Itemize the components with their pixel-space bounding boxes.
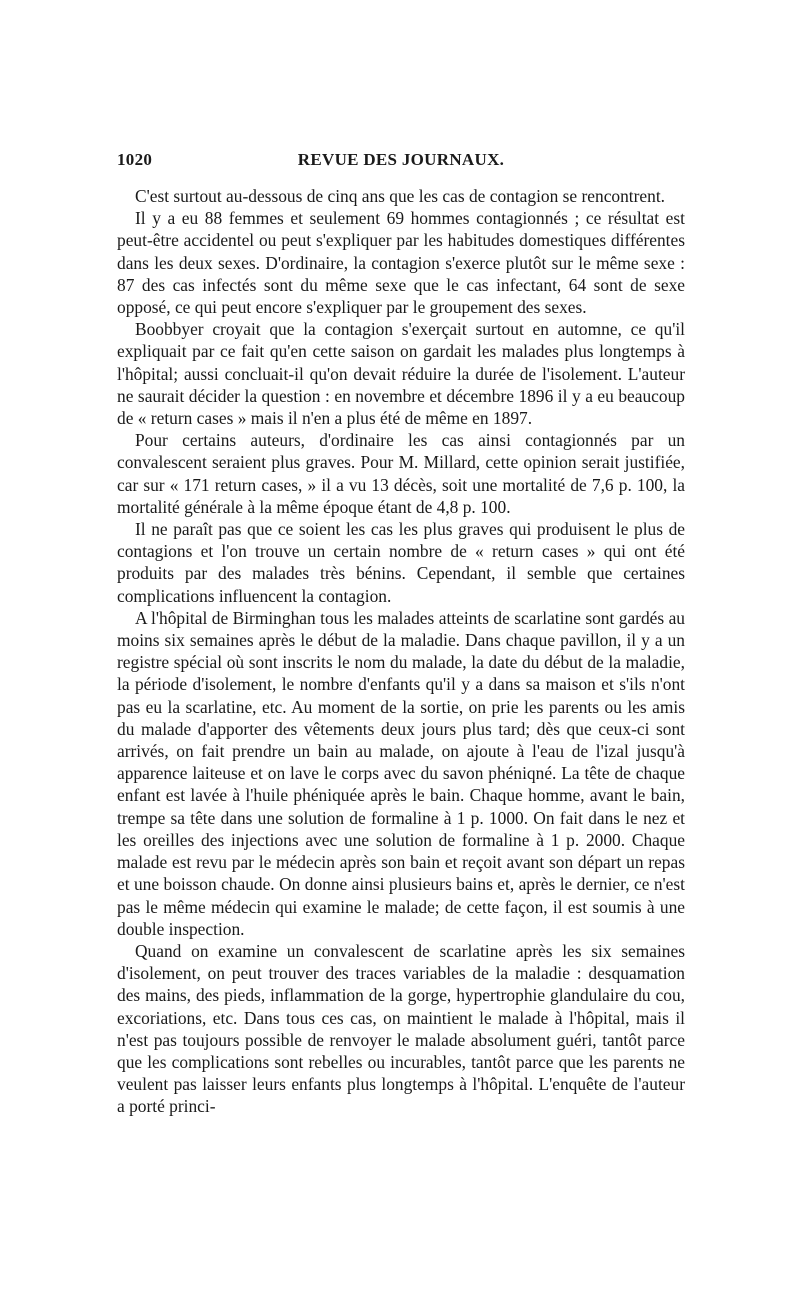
paragraph-complications: Il ne paraît pas que ce soient les cas les plus graves qui produisent le plus de contagions et l'on trouve un certain nombre de « return cases » qui ont été produits par des malades très bénins. Cependant, il semble que certaines complications influencent la contagion. [117, 519, 685, 606]
running-head [117, 150, 685, 176]
paragraph-convalescent-exam: Quand on examine un convalescent de scarlatine après les six semaines d'isolement, on peut trouver des traces variables de la maladie : desquamation des mains, des pieds, inflammation de la gorge, hypertrophie glandulaire du cou, excoriations, etc. Dans tous ces cas, on maintient le malade à l'hôpital, mais il n'est pas toujours possible de renvoyer le malade absolument guéri, tantôt parce que les complications sont rebelles ou incurables, tantôt parce que les parents ne veulent pas laisser leurs enfants plus longtemps à l'hôpital. L'enquête de l'auteur a porté princi- [117, 940, 685, 1117]
paragraph-sex-distribution: Il y a eu 88 femmes et seulement 69 hommes contagionnés ; ce résultat est peut-être accidentel ou peut s'expliquer par les habitudes domestiques différentes dans les deux sexes. D'ordinaire, la contagion s'exerce plutôt sur le même sexe : 87 des cas infectés sont du même sexe que le cas infectant, 64 sont de sexe opposé, ce qui peut encore s'expliquer par le groupement des sexes. [117, 208, 685, 318]
body-text [117, 185, 685, 1118]
paragraph-birmingham-hospital: A l'hôpital de Birminghan tous les malades atteints de scarlatine sont gardés au moins six semaines après le début de la maladie. Dans chaque pavillon, il y a un registre spécial où sont inscrits le nom du malade, la date du début de la maladie, la période d'isolement, le nombre d'enfants qu'il y a dans sa maison et s'ils n'ont pas eu la scarlatine, etc. Au moment de la sortie, on prie les parents ou les amis du malade d'apporter des vêtements deux jours plus tard; dès que ceux-ci sont arrivés, on fait prendre un bain au malade, on ajoute à l'eau de l'izal jusqu'à apparence laiteuse et on lave le corps avec du savon phéniqné. La tête de chaque enfant est lavée à l'huile phéniquée après le bain. Chaque homme, avant le bain, trempe sa tête dans une solution de formaline à 1 p. 1000. On fait dans le nez et les oreilles des injections avec une solution de formaline à 1 p. 2000. Chaque malade est revu par le médecin après son bain et reçoit avant son départ un repas et une boisson chaude. On donne ainsi plusieurs bains et, après le dernier, ce n'est pas le même médecin qui examine le malade; de cette façon, il est soumis à une double inspection. [117, 607, 685, 939]
paragraph-age-contagion: C'est surtout au-dessous de cinq ans que les cas de contagion se rencontrent. [135, 186, 666, 206]
journal-title: REVUE DES JOURNAUX. [297, 150, 505, 169]
paragraph-severity-mortality: Pour certains auteurs, d'ordinaire les cas ainsi contagionnés par un convalescent seraient plus graves. Pour M. Millard, cette opinion serait justifiée, car sur « 171 return cases, » il a vu 13 décès, soit une mortalité de 7,6 p. 100, la mortalité générale à la même époque étant de 4,8 p. 100. [117, 430, 685, 517]
page-number: 1020 [117, 150, 153, 169]
paragraph-seasonal-contagion: Boobbyer croyait que la contagion s'exerçait surtout en automne, ce qu'il expliquait par ce fait qu'en cette saison on gardait les malades plus longtemps à l'hôpital; aussi concluait-il qu'on devait réduire la durée de l'isolement. L'auteur ne saurait décider la question : en novembre et décembre 1896 il y a eu beaucoup de « return cases » mais il n'en a plus été de même en 1897. [117, 319, 685, 429]
